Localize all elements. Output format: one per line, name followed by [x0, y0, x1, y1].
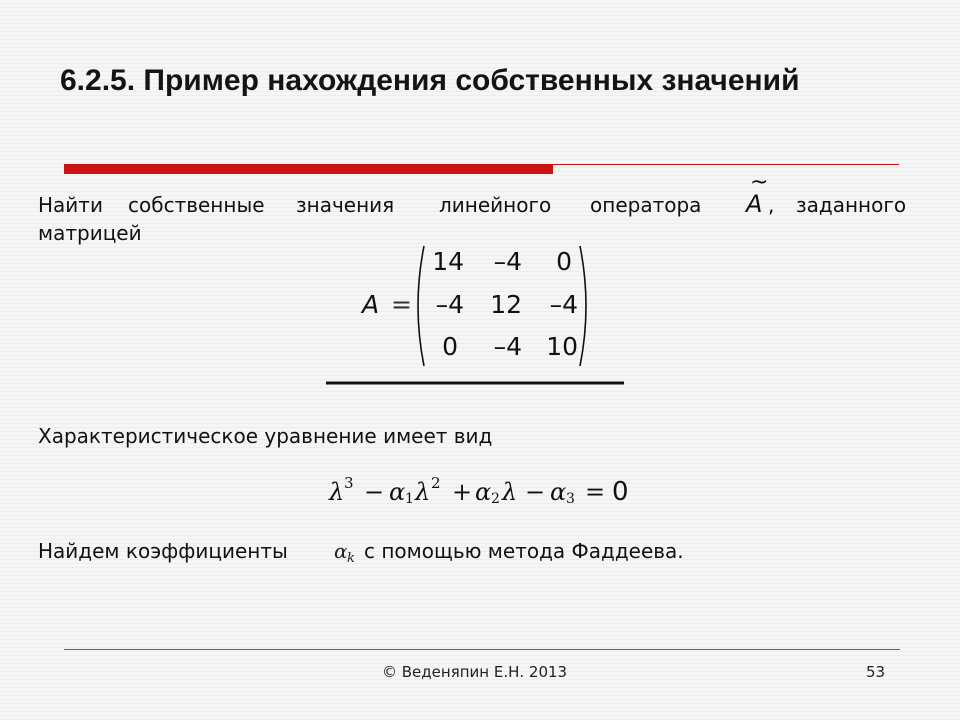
matrix-cell-r1c2: –4: [493, 247, 522, 276]
intro-word-4: линейного: [439, 193, 552, 217]
eq-plus: +: [452, 478, 473, 506]
footer-copyright: © Веденяпин Е.Н. 2013: [382, 663, 568, 681]
eq-minus-1: −: [364, 478, 385, 506]
matrix-cell-r1c1: 14: [432, 247, 464, 276]
operator-tilde: ~: [750, 170, 769, 195]
eq-lambda-3: λ: [502, 478, 518, 506]
matrix-right-paren: [576, 244, 594, 368]
eq-zero: 0: [612, 477, 629, 507]
eq-lambda-2: λ: [415, 478, 431, 506]
intro-word-3: значения: [296, 193, 395, 217]
characteristic-equation: [329, 474, 649, 514]
eq-exp-3: 3: [344, 474, 354, 492]
page-number: 53: [866, 663, 886, 681]
matrix-cell-r3c3: 10: [546, 332, 578, 361]
matrix-separator: [324, 378, 628, 388]
intro-word-5: оператора: [590, 193, 702, 217]
intro-line-2: матрицей: [38, 221, 142, 245]
title-underline-thick: [64, 164, 553, 174]
eq-exp-2: 2: [431, 474, 441, 492]
faddeev-alpha: α: [334, 539, 348, 563]
faddeev-text-before: Найдем коэффициенты: [38, 539, 288, 563]
eq-minus-2: −: [525, 478, 546, 506]
footer-rule: [64, 649, 900, 650]
eq-sub-1: 1: [405, 491, 414, 507]
matrix-cell-r2c1: –4: [435, 290, 464, 319]
intro-comma: ,: [768, 193, 775, 217]
char-equation-text: Характеристическое уравнение имеет вид: [38, 424, 493, 448]
eq-sub-3: 3: [566, 491, 575, 507]
faddeev-text-after: с помощью метода Фаддеева.: [364, 539, 684, 563]
eq-alpha-2: α: [475, 478, 492, 506]
operator-symbol: A: [746, 190, 763, 218]
faddeev-sub-k: k: [347, 551, 355, 566]
intro-word-end: заданного: [796, 193, 907, 217]
matrix-cell-r2c3: –4: [549, 290, 578, 319]
slide-title: 6.2.5. Пример нахождения собственных значений: [60, 64, 800, 97]
eq-sub-2: 2: [491, 491, 500, 507]
matrix-cell-r3c2: –4: [493, 332, 522, 361]
eq-lambda-1: λ: [329, 478, 345, 506]
matrix-cell-r2c2: 12: [490, 290, 522, 319]
matrix-cell-r1c3: 0: [556, 247, 572, 276]
eq-alpha-1: α: [389, 478, 406, 506]
matrix-equals: =: [391, 290, 412, 319]
eq-alpha-3: α: [550, 478, 567, 506]
eq-equals: =: [585, 478, 606, 506]
matrix-name: A: [362, 290, 380, 319]
matrix-cell-r3c1: 0: [442, 332, 458, 361]
intro-word-2: собственные: [128, 193, 265, 217]
intro-word-1: Найти: [38, 193, 103, 217]
title-underline-thin: [553, 164, 899, 165]
